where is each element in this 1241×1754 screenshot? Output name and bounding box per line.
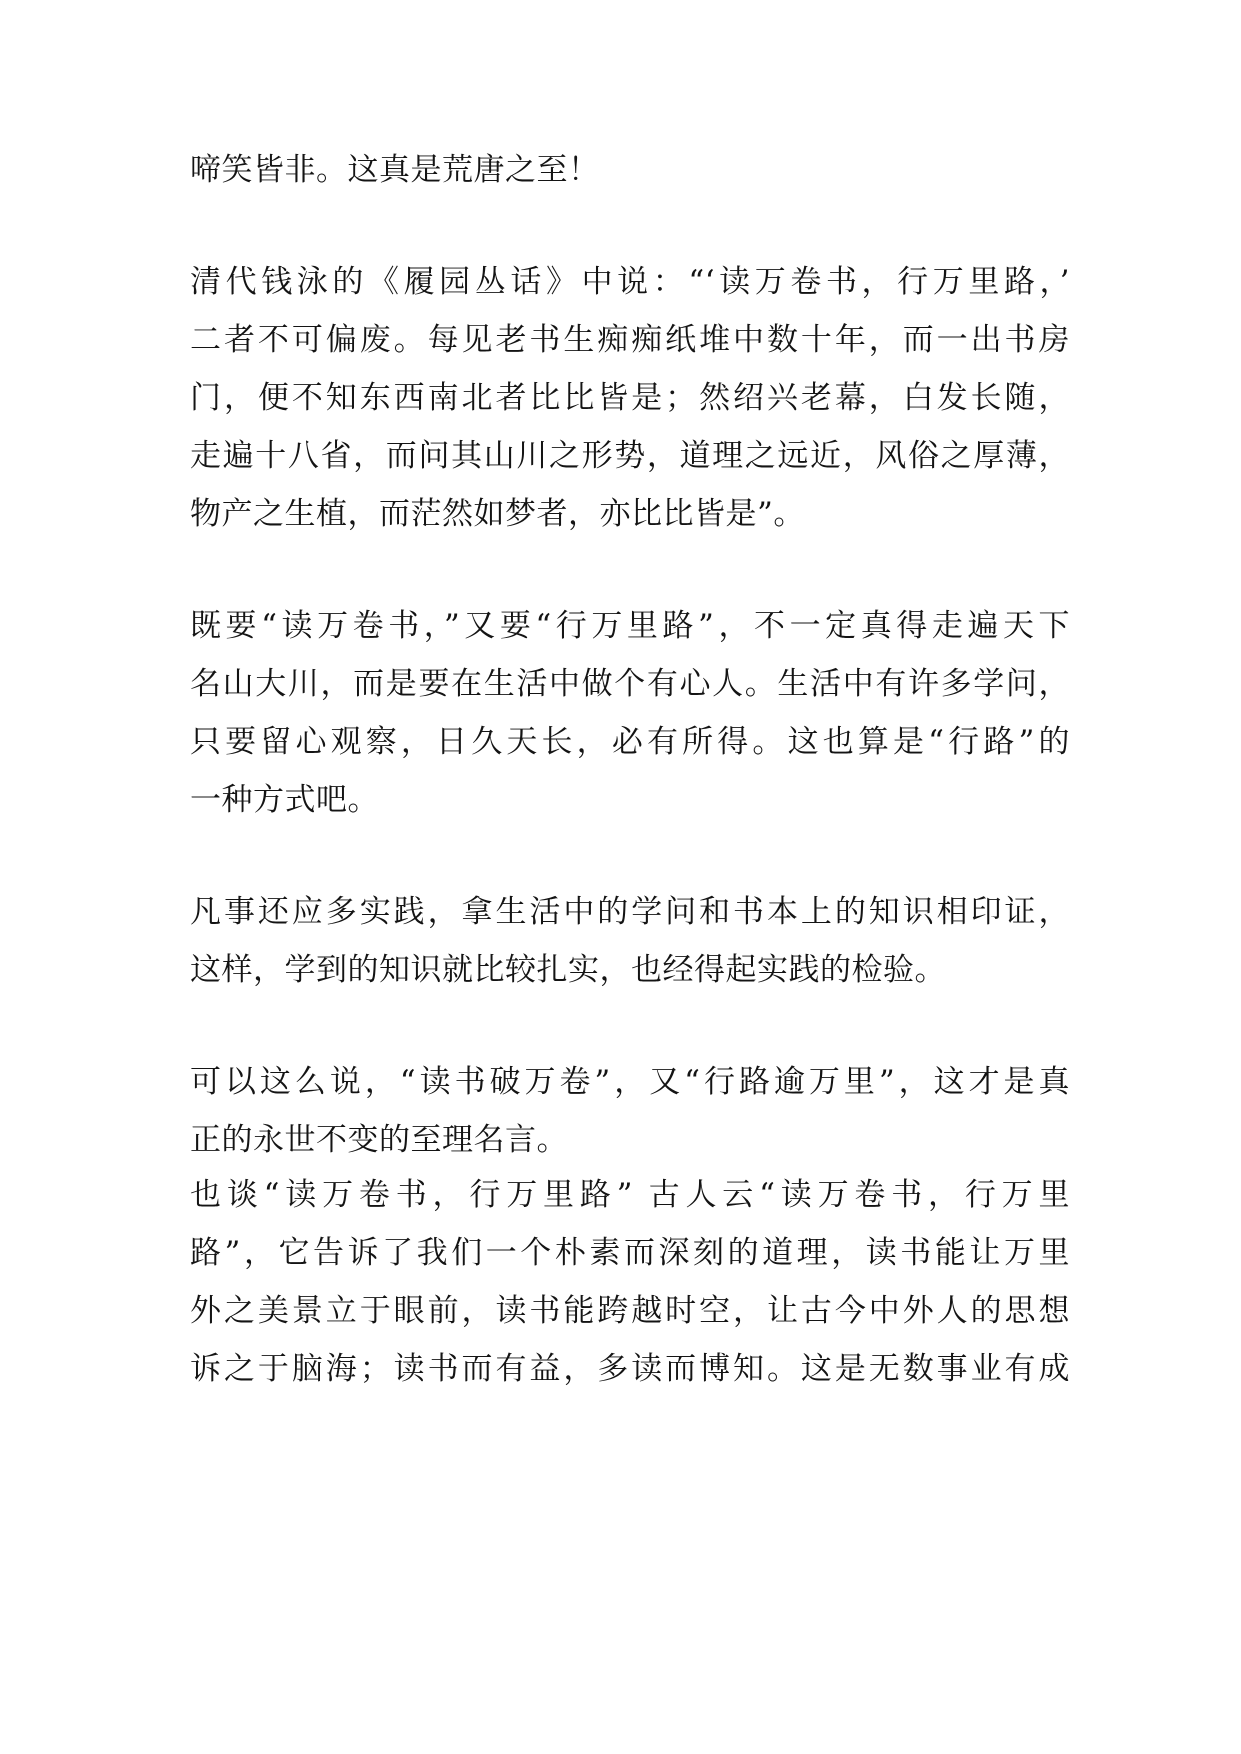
text-line: 啼笑皆非。这真是荒唐之至！ xyxy=(190,152,600,188)
text-line: 走遍十八省，而问其山川之形势，道理之远近，风俗之厚薄， xyxy=(190,438,1070,474)
text-line: 名山大川，而是要在生活中做个有心人。生活中有许多学问， xyxy=(190,666,1070,702)
text-line: 既要“读万卷书，”又要“行万里路”，不一定真得走遍天下 xyxy=(190,608,1070,644)
text-line: 这样，学到的知识就比较扎实，也经得起实践的检验。 xyxy=(190,952,946,988)
text-line: 清代钱泳的《履园丛话》中说：“‘读万卷书，行万里路，’ xyxy=(190,264,1070,300)
text-line: 二者不可偏废。每见老书生痴痴纸堆中数十年，而一出书房 xyxy=(190,322,1070,358)
text-line: 路”，它告诉了我们一个朴素而深刻的道理，读书能让万里 xyxy=(190,1235,1070,1271)
text-line: 可以这么说，“读书破万卷”，又“行路逾万里”，这才是真 xyxy=(190,1064,1070,1100)
text-line: 外之美景立于眼前，读书能跨越时空，让古今中外人的思想 xyxy=(190,1293,1070,1329)
text-line: 正的永世不变的至理名言。 xyxy=(190,1122,568,1158)
text-line: 门，便不知东西南北者比比皆是；然绍兴老幕，白发长随， xyxy=(190,380,1070,416)
text-line: 凡事还应多实践，拿生活中的学问和书本上的知识相印证， xyxy=(190,894,1070,930)
text-line: 一种方式吧。 xyxy=(190,782,379,818)
text-line: 诉之于脑海；读书而有益，多读而博知。这是无数事业有成 xyxy=(190,1351,1070,1387)
text-line: 也谈“读万卷书，行万里路” 古人云“读万卷书，行万里 xyxy=(190,1177,1070,1213)
text-line: 物产之生植，而茫然如梦者，亦比比皆是”。 xyxy=(190,496,805,532)
text-line: 只要留心观察，日久天长，必有所得。这也算是“行路”的 xyxy=(190,724,1070,760)
